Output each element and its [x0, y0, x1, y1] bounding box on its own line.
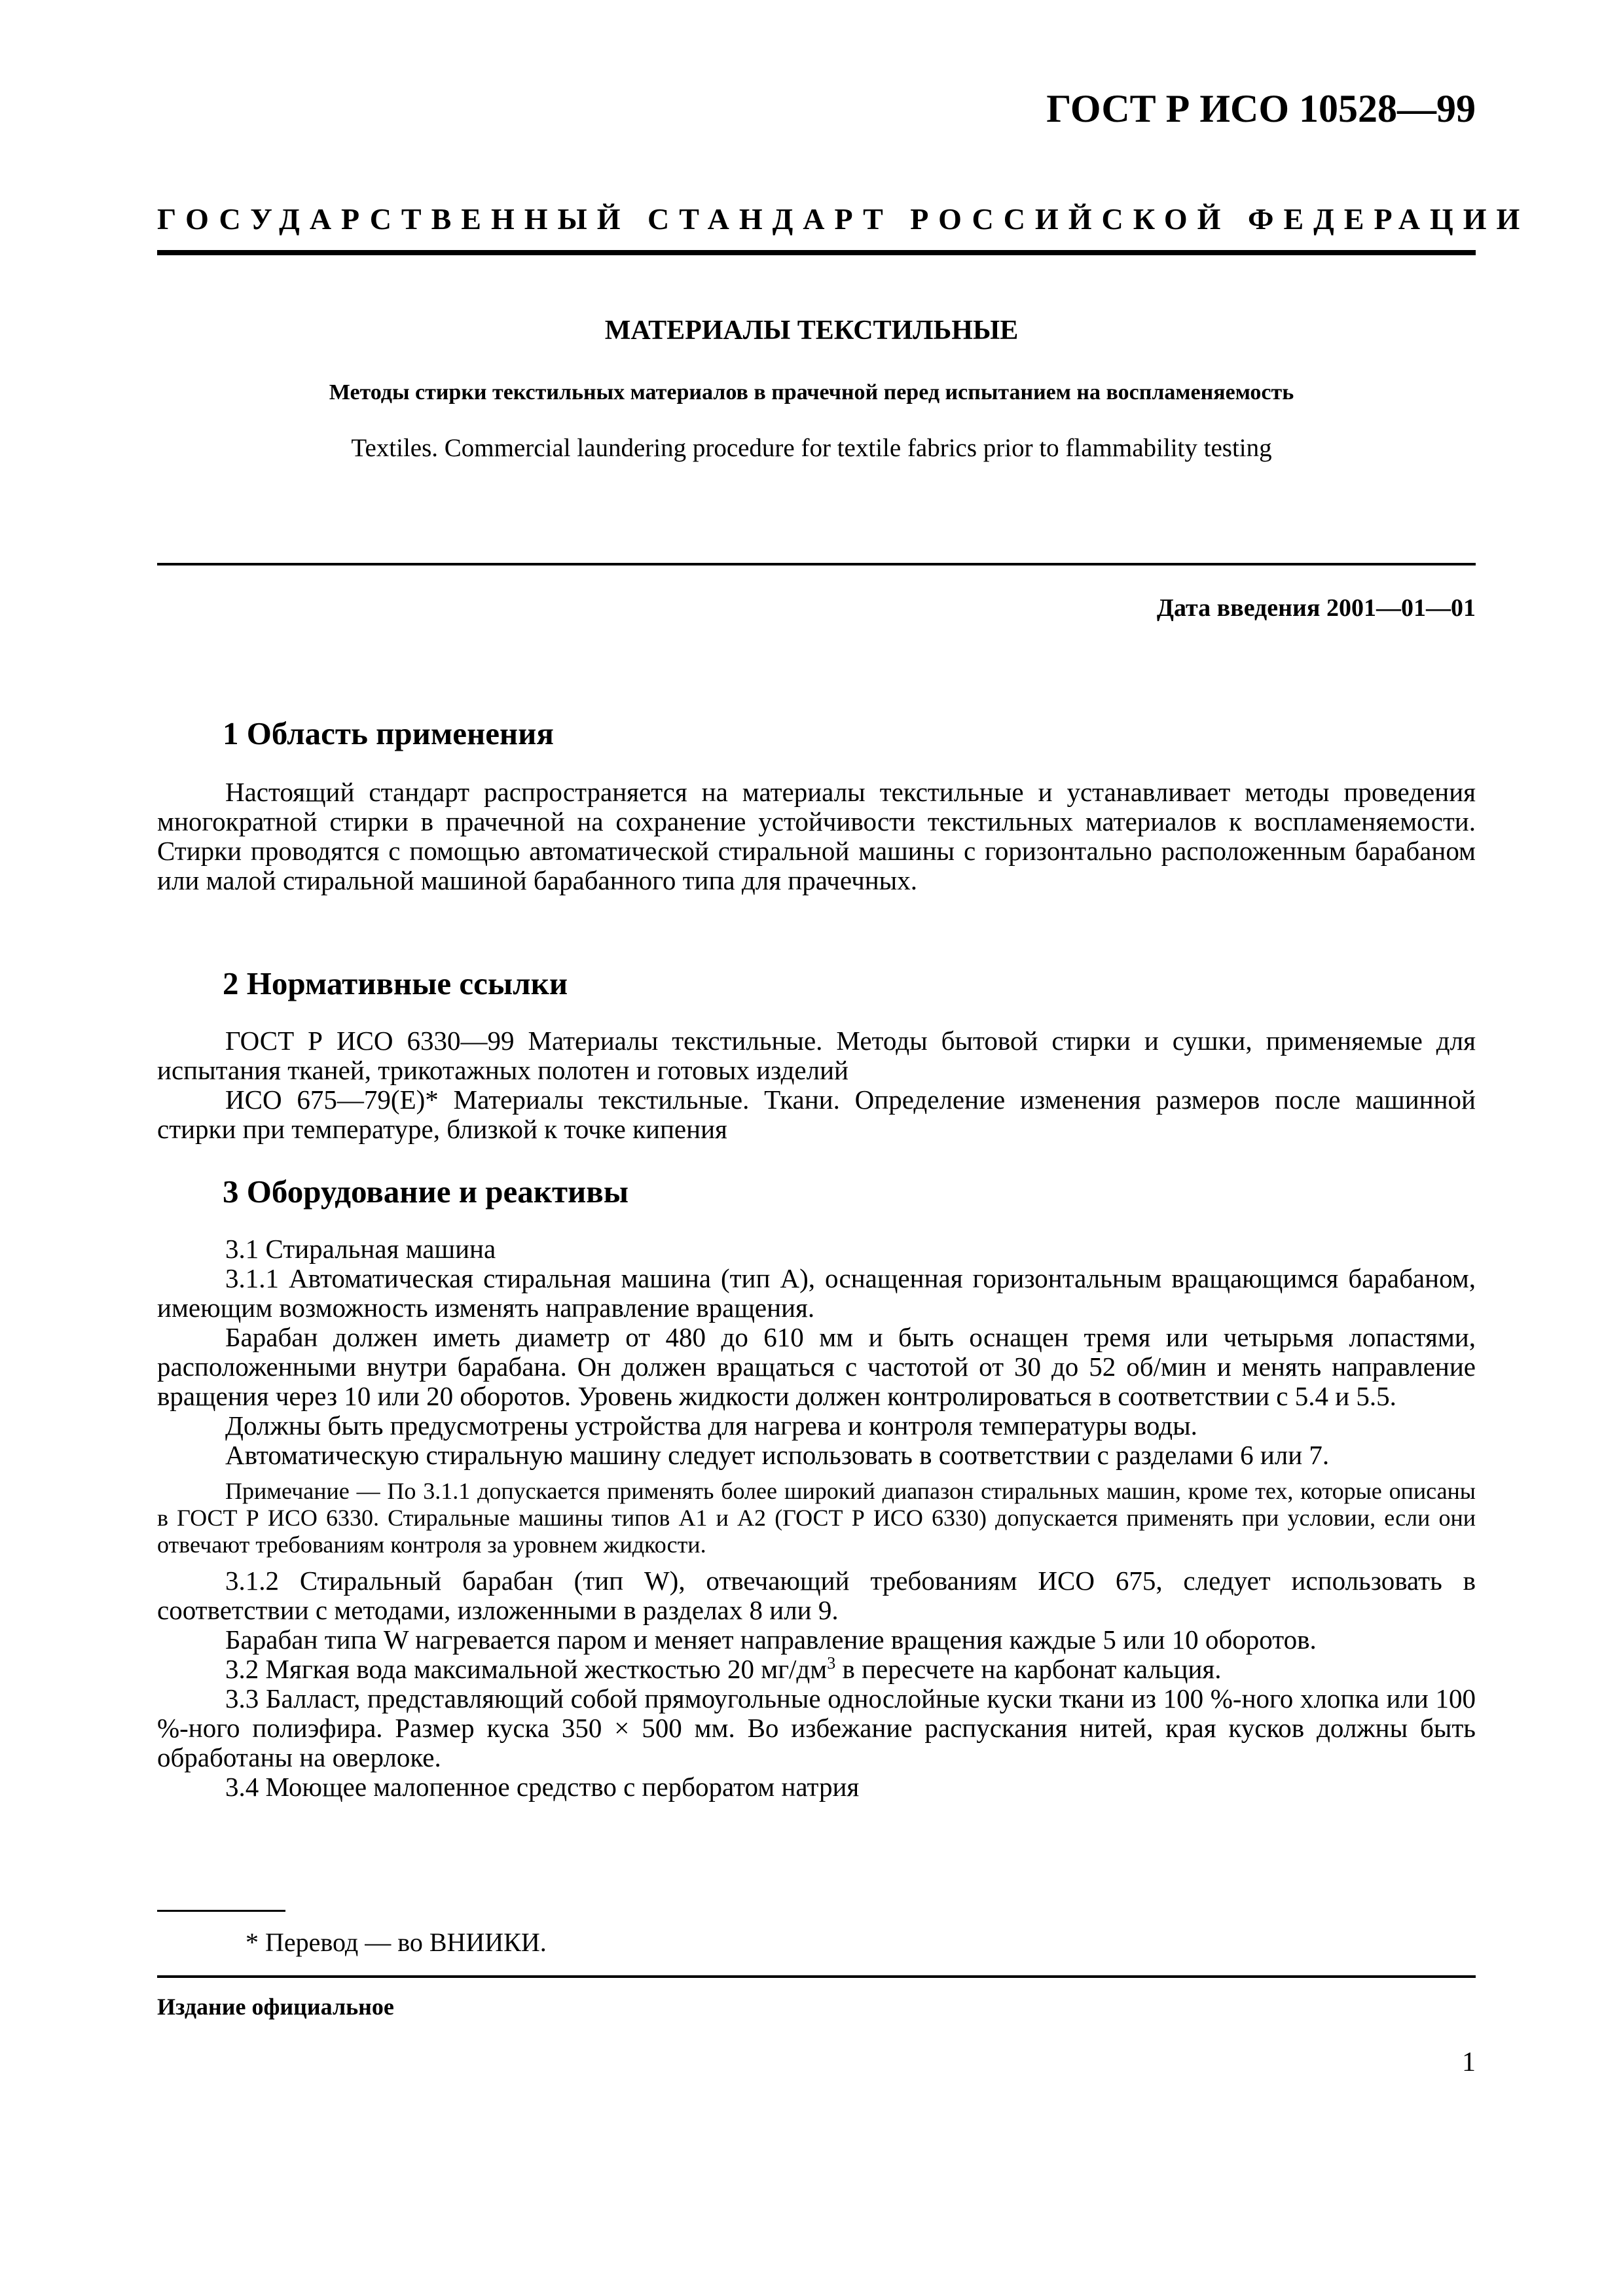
paragraph: 3.4 Моющее малопенное средство с перборатом натрия	[225, 1772, 860, 1802]
paragraph	[157, 1655, 1476, 1684]
english-title: Textiles. Commercial laundering procedure for textile fabrics prior to flammability testing	[351, 434, 1272, 462]
paragraph: Барабан должен иметь диаметр от 480 до 610 мм и быть оснащен тремя или четырьмя лопастями, расположенными внутри барабана. Он должен вращаться с частотой от 30 до 52 об/мин и менять направление вращения через 10 или 20 оборотов. Уровень жидкости должен контролироваться в соответствии с 5.4 и 5.5.	[157, 1322, 1476, 1411]
standard-subtitle: Методы стирки текстильных материалов в прачечной перед испытанием на воспламеняемость	[329, 380, 1294, 404]
section-scope	[157, 717, 1476, 749]
page-number: 1	[1462, 2047, 1476, 2077]
note: Примечание — По 3.1.1 допускается применять более широкий диапазон стиральных машин, кроме тех, которые описаны в ГОСТ Р ИСО 6330. Стиральные машины типов А1 и А2 (ГОСТ Р ИСО 6330) допускается применять при условии, если они отвечают требованиям контроля за уровнем жидкости.	[157, 1478, 1476, 1558]
edition-label: Издание официальное	[157, 1994, 394, 2020]
text-run: в пересчете на карбонат кальция.	[835, 1654, 1222, 1684]
title-rule	[157, 563, 1476, 565]
paragraph: 3.1.2 Стиральный барабан (тип W), отвечающий требованиям ИСО 675, следует использовать в соответствии с методами, изложенными в разделах 8 или 9.	[157, 1566, 1476, 1625]
section-heading: 2 Нормативные ссылки	[223, 965, 568, 1001]
section-normative-references	[157, 967, 1476, 999]
document-code: ГОСТ Р ИСО 10528—99	[1046, 87, 1476, 130]
section-scope-body	[157, 778, 1476, 895]
paragraph: Барабан типа W нагревается паром и меняет направление вращения каждые 5 или 10 оборотов.	[225, 1624, 1317, 1655]
superscript: 3	[827, 1653, 836, 1673]
paragraph: 3.1 Стиральная машина	[225, 1234, 496, 1264]
paragraph: 3.1.1 Автоматическая стиральная машина (тип А), оснащенная горизонтальным вращающимся барабаном, имеющим возможность изменять направление вращения.	[157, 1263, 1476, 1323]
introduction-date: Дата введения 2001—01—01	[1156, 594, 1476, 622]
footnote-separator	[157, 1910, 285, 1912]
header-rule	[157, 250, 1476, 255]
state-standard-title: ГОСУДАРСТВЕННЫЙ СТАНДАРТ РОССИЙСКОЙ ФЕДЕРАЦИИ	[157, 202, 1530, 236]
paragraph: Должны быть предусмотрены устройства для нагрева и контроля температуры воды.	[225, 1410, 1197, 1441]
text-run: 3.2 Мягкая вода максимальной жесткостью 20 мг/дм	[225, 1654, 828, 1684]
paragraph: Настоящий стандарт распространяется на материалы текстильные и устанавливает методы проведения многократной стирки в прачечной на сохранение устойчивости текстильных материалов к воспламеняемости. Стирки проводятся с помощью автоматической стиральной машины с горизонтально расположенным барабаном или малой стиральной машиной барабанного типа для прачечных.	[157, 777, 1476, 895]
section-heading: 1 Область применения	[223, 715, 554, 751]
footer-rule	[157, 1975, 1476, 1978]
section-equipment	[157, 1175, 1476, 1208]
paragraph: 3.3 Балласт, представляющий собой прямоугольные однослойные куски ткани из 100 %-ного хлопка или 100 %-ного полиэфира. Размер куска 350 × 500 мм. Во избежание распускания нитей, края кусков должны быть обработаны на оверлоке.	[157, 1683, 1476, 1772]
section-references-body	[157, 1026, 1476, 1144]
paragraph: Автоматическую стиральную машину следует использовать в соответствии с разделами 6 или 7.	[225, 1440, 1330, 1470]
footnote: * Перевод — во ВНИИКИ.	[246, 1928, 547, 1957]
reference-item: ИСО 675—79(Е)* Материалы текстильные. Ткани. Определение изменения размеров после машинной стирки при температуре, близкой к точке кипения	[157, 1085, 1476, 1144]
section-heading: 3 Оборудование и реактивы	[223, 1174, 629, 1210]
standard-title: МАТЕРИАЛЫ ТЕКСТИЛЬНЫЕ	[604, 315, 1019, 346]
section-equipment-body	[157, 1234, 1476, 1802]
reference-item: ГОСТ Р ИСО 6330—99 Материалы текстильные. Методы бытовой стирки и сушки, применяемые для испытания тканей, трикотажных полотен и готовых изделий	[157, 1026, 1476, 1085]
